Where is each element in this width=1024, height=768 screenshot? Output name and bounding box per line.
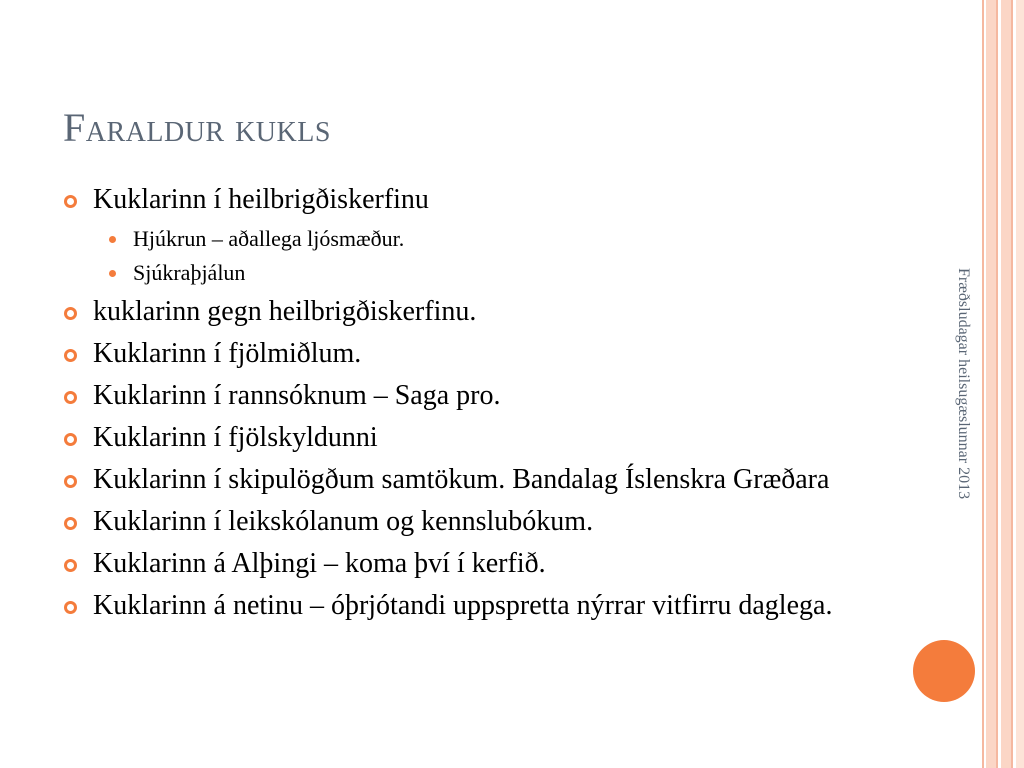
sub-bullet-item (64, 259, 854, 287)
ring-bullet-icon (64, 349, 77, 362)
bullet-item (64, 183, 854, 217)
decorative-stripe (986, 0, 996, 768)
bullet-item (64, 379, 854, 413)
ring-bullet-icon (64, 475, 77, 488)
ring-bullet-icon (64, 433, 77, 446)
decorative-stripe (1016, 0, 1024, 768)
footer-vertical-text: Fræðsludagar heilsugæslunnar 2013 (955, 268, 972, 500)
dot-bullet-icon (109, 270, 116, 277)
bullet-item (64, 463, 854, 497)
bullet-item (64, 547, 854, 581)
sub-bullet-text: Sjúkraþjálun (133, 260, 246, 285)
ring-bullet-icon (64, 391, 77, 404)
slide-title: Faraldur kukls (63, 105, 331, 150)
ring-bullet-icon (64, 517, 77, 530)
ring-bullet-icon (64, 307, 77, 320)
bullet-text: Kuklarinn á netinu – óþrjótandi uppspretta nýrrar vitfirru daglega. (93, 590, 833, 621)
bullet-text: Kuklarinn á Alþingi – koma því í kerfið. (93, 548, 546, 579)
sub-bullet-item (64, 225, 854, 253)
ring-bullet-icon (64, 195, 77, 208)
decorative-stripe (982, 0, 984, 768)
decorative-stripe (1001, 0, 1011, 768)
bullet-item (64, 295, 854, 329)
bullet-text: Kuklarinn í rannsóknum – Saga pro. (93, 380, 501, 411)
bullet-list (64, 183, 854, 631)
bullet-text: Kuklarinn í heilbrigðiskerfinu (93, 184, 429, 215)
bullet-text: Kuklarinn í leikskólanum og kennslubókum. (93, 506, 594, 537)
decorative-stripe (996, 0, 998, 768)
decorative-stripe (1011, 0, 1013, 768)
ring-bullet-icon (64, 559, 77, 572)
decorative-circle (913, 640, 975, 702)
bullet-text: Kuklarinn í fjölmiðlum. (93, 338, 362, 369)
sub-bullet-text: Hjúkrun – aðallega ljósmæður. (133, 226, 405, 251)
bullet-item (64, 337, 854, 371)
bullet-text: Kuklarinn í fjölskyldunni (93, 422, 378, 453)
bullet-item (64, 589, 854, 623)
ring-bullet-icon (64, 601, 77, 614)
bullet-text: kuklarinn gegn heilbrigðiskerfinu. (93, 296, 477, 327)
bullet-item (64, 505, 854, 539)
bullet-item (64, 421, 854, 455)
bullet-text: Kuklarinn í skipulögðum samtökum. Bandalag Íslenskra Græðara (93, 464, 830, 495)
dot-bullet-icon (109, 236, 116, 243)
